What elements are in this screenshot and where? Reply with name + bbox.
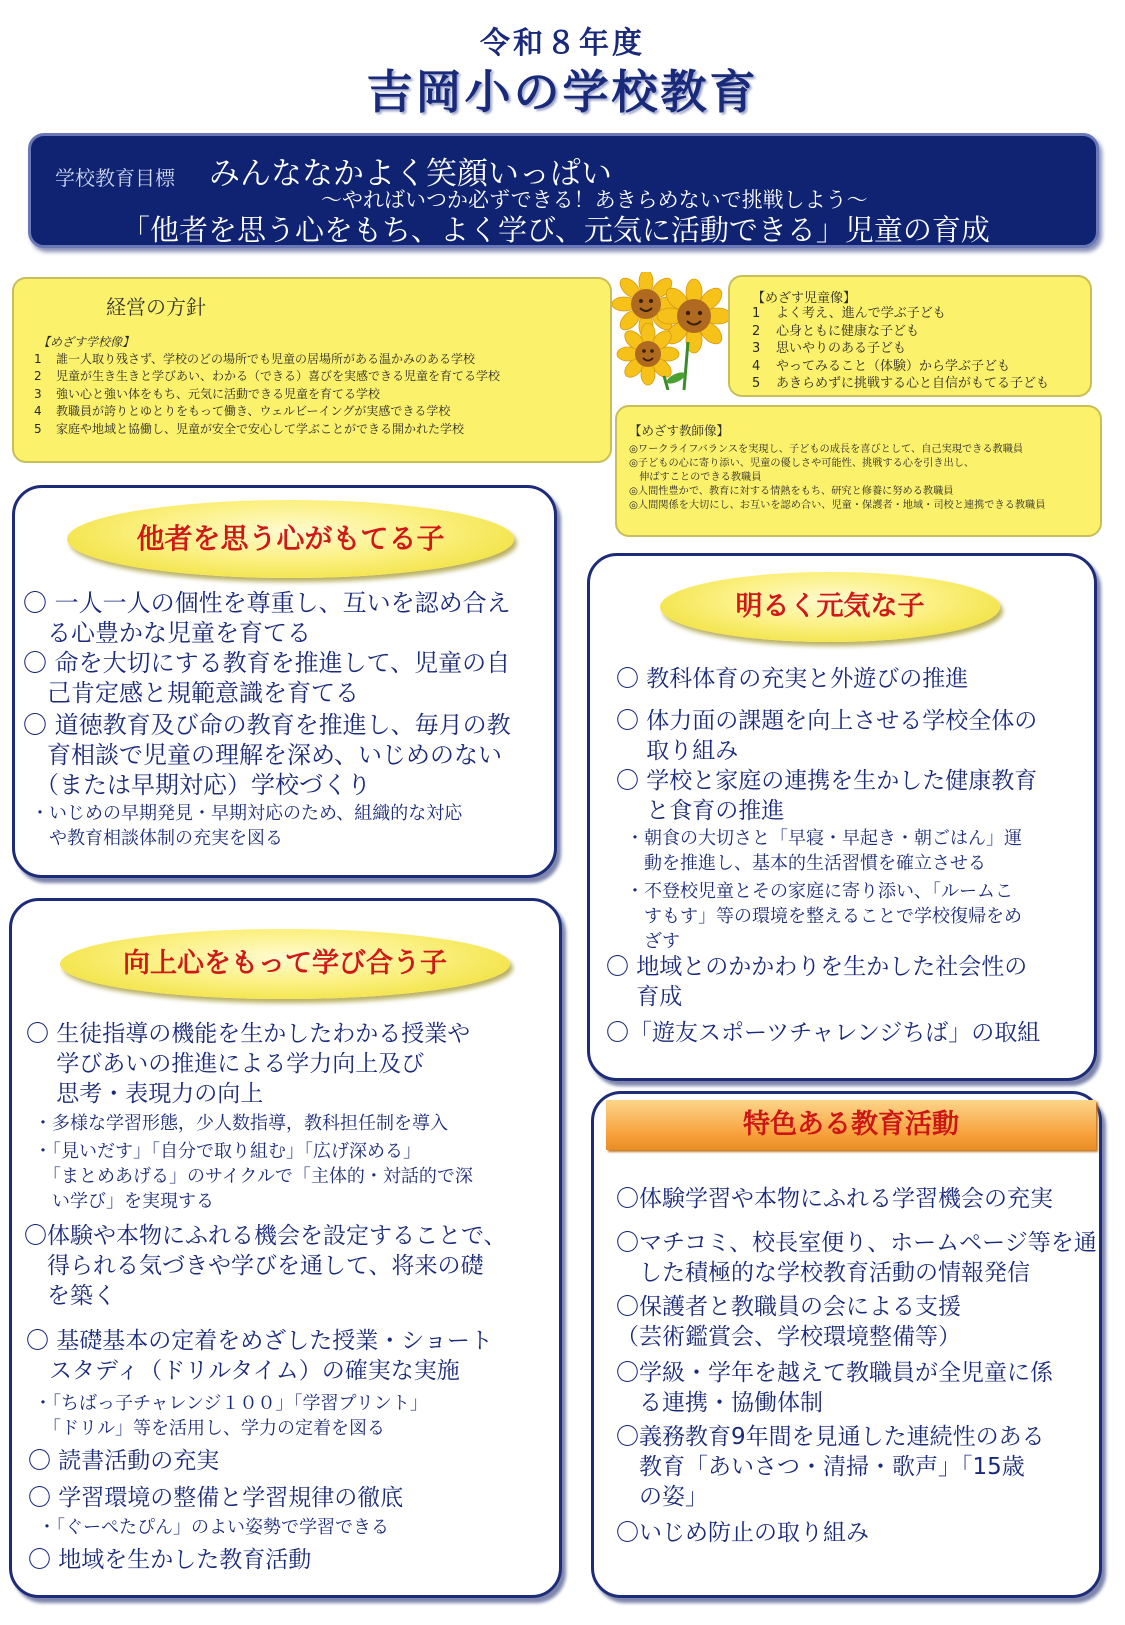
desired-teachers-box: [615, 405, 1102, 537]
teachers-item: 伸ばすことのできる教職員: [629, 472, 762, 483]
panel-features-title: 特色ある教育活動: [606, 1100, 1096, 1150]
policy-item: 4 教職員が誇りとゆとりをもって働き、ウェルビーイングが実感できる学校: [34, 404, 451, 419]
features-bullet: 〇マチコミ、校長室便り、ホームページ等を通 した積極的な学校教育活動の情報発信: [616, 1230, 1097, 1286]
healthy-bullet: 〇「遊友スポーツチャレンジちば」の取組: [606, 1020, 1041, 1046]
policy-item: 3 強い心と強い体をもち、元気に活動できる児童を育てる学校: [34, 386, 381, 401]
teachers-item: ◎子どもの心に寄り添い、児童の優しさや可能性、挑戦する心を引き出し、: [629, 458, 975, 469]
students-list: [752, 305, 1049, 393]
learning-bullet: 〇 生徒指導の機能を生かしたわかる授業や 学びあいの推進による学力向上及び 思考・表現力の向上: [26, 1021, 471, 1107]
panel-healthy: [587, 553, 1097, 1081]
features-bullet: 〇体験学習や本物にふれる学習機会の充実: [616, 1186, 1053, 1212]
students-item: 5 あきらめずに挑戦する心と自信がもてる子ども: [752, 376, 1050, 392]
teachers-item: ◎人間関係を大切にし、お互いを認め合い、児童・保護者・地域・司校と連携できる教職員: [629, 500, 1046, 511]
policy-list: [34, 351, 500, 438]
students-item: 2 心身ともに健康な子ども: [752, 323, 920, 339]
panel-healthy-title: 明るく元気な子: [660, 572, 1000, 642]
healthy-subitem: ・不登校児童とその家庭に寄り添い、「ルームこ すもす」等の環境を整えることで学校復帰をめ ざす: [626, 881, 1022, 952]
policy-box: [12, 277, 612, 463]
desired-students-box: [728, 275, 1092, 397]
policy-title: 経営の方針: [106, 295, 206, 319]
policy-item: 2 児童が生き生きと学びあい、わかる（できる）喜びを実感できる児童を育てる学校: [34, 369, 501, 384]
learning-subitem: ・多様な学習形態，少人数指導，教科担任制を導入: [34, 1113, 448, 1134]
teachers-item: ◎ワークライフバランスを実現し、子どもの成長を喜びとして、自己実現できる教職員: [629, 444, 1024, 455]
caring-bullet: 〇 一人一人の個性を尊重し、互いを認め合え る心豊かな児童を育てる: [23, 589, 511, 647]
learning-subitem: ・「ぐーぺたぴん」のよい姿勢で学習できる: [38, 1517, 389, 1538]
healthy-bullet: 〇 体力面の課題を向上させる学校全体の 取り組み: [616, 708, 1038, 764]
students-item: 4 やってみること（体験）から学ぶ子ども: [752, 358, 1011, 374]
learning-subitem: ・「ちばっ子チャレンジ１００」「学習プリント」 「ドリル」等を活用し、学力の定着を図る: [34, 1393, 428, 1439]
healthy-subitem: ・朝食の大切さと「早寝・早起き・朝ごはん」運 動を推進し、基本的生活習慣を確立させる: [626, 828, 1022, 874]
features-bullet: 〇義務教育9年間を見通した連続性のある 教育「あいさつ・清掃・歌声」「15歳 の姿」: [616, 1424, 1045, 1510]
panel-caring-title: 他者を思う心がもてる子: [67, 500, 514, 578]
learning-subitem: ・「見いだす」「自分で取り組む」「広げ深める」 「まとめあげる」のサイクルで「主体的・対話的で深 い学び」を実現する: [34, 1141, 473, 1212]
learning-bullet: 〇 基礎基本の定着をめざした授業・ショート スタディ（ドリルタイム）の確実な実施: [26, 1328, 493, 1384]
policy-item: 1 誰一人取り残さず、学校のどの場所でも児童の居場所がある温かみのある学校: [34, 352, 476, 366]
goal-text: みんななかよく笑顔いっぱい: [209, 156, 612, 192]
sunflower-icon: [612, 272, 732, 390]
header-year: 令和８年度: [480, 26, 645, 61]
school-goal-banner: [28, 133, 1099, 248]
goal-main-text: 「他者を思う心をもち、よく学び、元気に活動できる」児童の育成: [121, 213, 990, 247]
students-title: 【めざす児童像】: [752, 291, 857, 306]
learning-bullet: 〇 読書活動の充実: [28, 1448, 220, 1474]
panel-learning-title: 向上心をもって学び合う子: [60, 929, 510, 999]
features-bullet: 〇学級・学年を越えて教職員が全児童に係 る連携・協働体制: [616, 1360, 1053, 1416]
caring-bullet: 〇 命を大切にする教育を推進して、児童の自 己肯定感と規範意識を育てる: [23, 649, 511, 707]
learning-bullet: 〇 地域を生かした教育活動: [28, 1547, 312, 1573]
learning-bullet: 〇 学習環境の整備と学習規律の徹底: [28, 1485, 404, 1511]
teachers-list: [629, 443, 1045, 513]
caring-bullet: 〇 道徳教育及び命の教育を推進し、毎月の教 育相談で児童の理解を深め、いじめのない （または早期対応）学校づくり: [23, 711, 511, 799]
healthy-bullet: 〇 教科体育の充実と外遊びの推進: [616, 666, 969, 692]
healthy-bullet: 〇 地域とのかかわりを生かした社会性の 育成: [606, 954, 1028, 1010]
features-bullet: 〇いじめ防止の取り組み: [616, 1520, 869, 1546]
learning-bullet: 〇体験や本物にふれる機会を設定することで、 得られる気づきや学びを通して、将来の礎 を築く: [24, 1223, 507, 1309]
goal-label: 学校教育目標: [55, 166, 175, 190]
panel-learning: [9, 898, 562, 1598]
policy-subtitle: 【めざす学校像】: [38, 335, 135, 349]
page-title: 吉岡小の学校教育: [366, 65, 759, 119]
students-item: 3 思いやりのある子ども: [752, 341, 907, 357]
caring-subitem: ・いじめの早期発見・早期対応のため、組織的な対応 や教育相談体制の充実を図る: [31, 803, 463, 849]
policy-item: 5 家庭や地域と協働し、児童が安全で安心して学ぶことができる開かれた学校: [34, 421, 465, 436]
panel-caring: [12, 485, 557, 878]
goal-subtext: ～やればいつか必ずできる！あきらめないで挑戦しよう～: [321, 188, 868, 212]
features-bullet: 〇保護者と教職員の会による支援 （芸術鑑賞会、学校環境整備等）: [616, 1294, 961, 1350]
teachers-item: ◎人間性豊かで、教育に対する情熱をもち、研究と修養に努める教職員: [629, 486, 954, 497]
students-item: 1 よく考え、進んで学ぶ子ども: [752, 306, 946, 321]
teachers-title: 【めざす教師像】: [629, 423, 730, 438]
healthy-bullet: 〇 学校と家庭の連携を生かした健康教育 と食育の推進: [616, 768, 1038, 824]
